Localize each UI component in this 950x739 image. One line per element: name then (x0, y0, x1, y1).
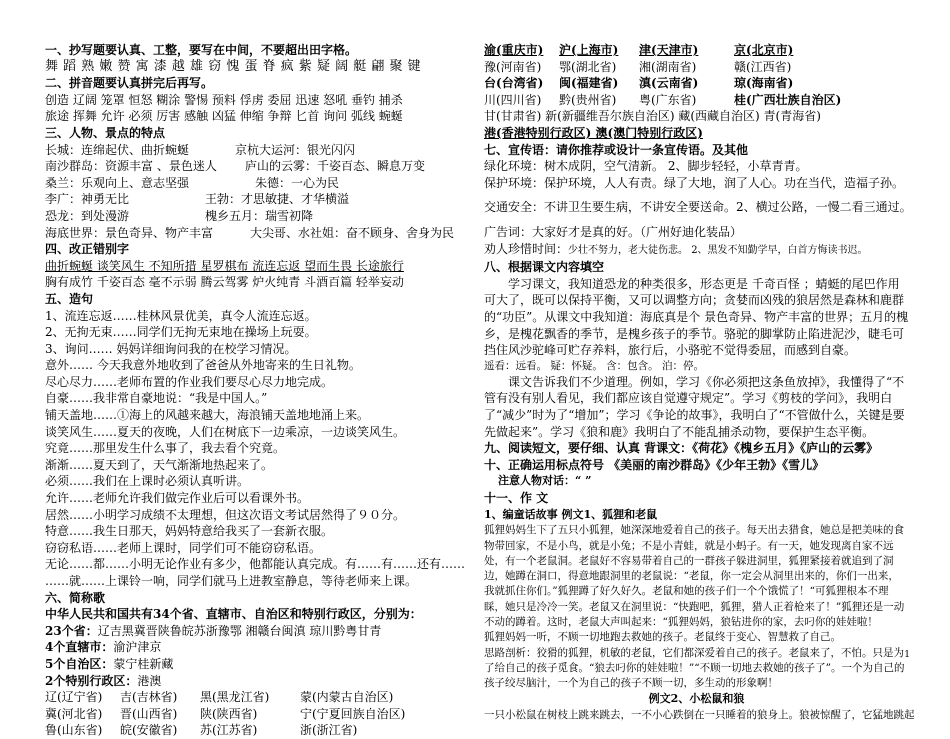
right-column (484, 42, 915, 723)
abbr-cell: 粤(广东省) (639, 92, 697, 107)
abbr-row (484, 42, 909, 59)
abbr-cell: 辽(辽宁省) (45, 690, 103, 705)
feature-row (45, 142, 465, 159)
sentence-item: 谈笑风生……夏天的夜晚，人们在树底下一边乘凉，一边谈笑风生。 (45, 424, 406, 439)
abbr-table-left (45, 689, 465, 739)
sar-line (45, 673, 465, 690)
section-8-paragraph-1: 学习课文，我知道恐龙的种类很多，形态更是 千奇百怪 ；蜻蜓的尾巴作用可大了，既可以保持平衡，又可以调整方向；贪婪而凶残的狼居然是森林和鹿群的“功臣”。从课文中我知道：海底真是个 景色奇异、物产丰富的世界；五月的槐乡，是槐花飘香的季节，是槐乡孩子的季节。骆驼的脚掌防止陷进泥沙，睫毛可挡住风沙驼峰可贮存养料，旅行后，小骆驼不觉得委屈，而感到自豪。 (484, 276, 909, 358)
section-8-paragraph-2: 课文告诉我们不少道理。例如，学习《你必须把这条鱼放掉》，我懂得了“不管有没有别人看见，我们都应该自觉遵守规定”。学习《剪枝的学问》，我明白了“减少”时为了“增加”；学习《争论的故事》，我明白了“不管做什么，关键是要先做起来”。学习《狼和鹿》我明白了不能乱捕杀动物，要保护生态平衡。 (484, 374, 905, 439)
abbr-cell: 皖(安徽省) (120, 723, 178, 738)
provinces-list: 辽吉黑冀晋陕鲁皖苏浙豫鄂 湘赣台闽滇 琼川黔粤甘青 (97, 623, 382, 638)
abbr-cell: 台(台湾省) (484, 76, 544, 91)
abbr-cell: 鲁(山东省) (45, 723, 103, 738)
sentence-item: 特意……我生日那天，妈妈特意给我买了一套新衣服。 (45, 524, 334, 539)
section-10-heading: 十、正确运用标点符号 《美丽的南沙群岛》《少年王勃》《雪儿》 (484, 457, 825, 472)
left-column (45, 42, 465, 739)
section-4-heading: 四、改正错别字 (45, 242, 130, 257)
feature-row (45, 158, 465, 175)
sentence-item: 铺天盖地……①海上的风越来越大，海浪铺天盖地地涌上来。 (45, 408, 370, 423)
abbr-cell: 豫(河南省) (484, 59, 542, 74)
story-1-ending: 狐狸妈妈一听，不顾一切地跑去救她的孩子。老鼠终于变心、智慧救了自己。 (484, 631, 841, 644)
feature-right: 大尖哥、水社姐：奋不顾身、舍身为民 (250, 225, 455, 240)
municipalities-list: 渝沪津京 (113, 640, 162, 655)
section-4-line-2: 胸有成竹 千姿百态 毫不示弱 腾云驾雾 炉火纯青 斗酒百篇 轻举妄动 (45, 275, 404, 290)
page-number: 1 (904, 650, 910, 660)
autonomous-line (45, 656, 465, 673)
provinces-line (45, 623, 465, 640)
sentence-item: 渐渐……夏天到了，天气渐渐地热起来了。 (45, 457, 274, 472)
sar-abbr: 港(香港特别行政区) 澳(澳门特别行政区) (484, 125, 703, 140)
feature-right: 朱德：一心为民 (255, 175, 340, 190)
abbr-cell: 闽(福建省) (559, 76, 619, 91)
section-3-heading: 三、人物、景点的特点 (45, 125, 166, 140)
feature-right: 庐山的云雾：千姿百态、瞬息万变 (245, 159, 426, 174)
feature-left: 长城：连绵起伏、曲折蜿蜒 (45, 142, 190, 157)
corrected-words: 曲折蜿蜒 谈笑风生 不知所措 星罗棋布 流连忘返 望而生畏 长途旅行 (45, 258, 404, 273)
sentence-list (45, 308, 465, 590)
feature-right: 王勃：才思敏捷、才华横溢 (205, 192, 350, 207)
sentence-item: 尽心尽力……老师布置的作业我们要尽心尽力地完成。 (45, 374, 334, 389)
section-5-heading: 五、造句 (45, 291, 94, 306)
abbr-row (45, 689, 465, 706)
slogan-time (484, 241, 909, 260)
sentence-item: 自豪……我非常自豪地说：“我是中国人。” (45, 391, 268, 406)
section-2-line-2: 旅途 挥舞 允许 必须 厉害 感触 凶猛 伸缩 争辩 匕首 询问 弧线 蜿蜒 (45, 109, 403, 124)
sentence-item: 意外…… 今天我意外地收到了爸爸从外地寄来的生日礼物。 (45, 358, 361, 373)
abbr-row (484, 92, 909, 109)
abbr-cell: 吉(吉林省) (120, 690, 178, 705)
sentence-item: 居然……小明学习成绩不太理想，但这次语文考试居然得了９０分。 (45, 507, 406, 522)
section-7-heading: 七、宣传语：请你推荐或设计一条宣传语。及其他 (484, 142, 749, 157)
abbr-cell: 桂(广西壮族自治区) (734, 92, 842, 107)
abbr-cell: 黔(贵州省) (559, 92, 617, 107)
feature-left: 恐龙：到处漫游 (45, 208, 130, 223)
provinces-label: 23个省： (45, 623, 98, 638)
abbr-cell: 蒙(内蒙古自治区) (300, 690, 394, 705)
abbr-line-6 (484, 125, 909, 142)
example-2-title: 例文2、小松鼠和狼 (648, 692, 745, 706)
abbr-cell: 渝(重庆市) (484, 43, 544, 57)
sentence-item: 3、询问…… 妈妈详细询问我的在校学习情况。 (45, 341, 297, 356)
sar-label: 2个特别行政区： (45, 673, 138, 688)
abbr-table-right (484, 42, 909, 108)
section-6-intro: 中华人民共和国共有34个省、直辖市、自治区和特别行政区，分别为： (45, 607, 422, 622)
section-2-line-1: 创造 辽阔 笼罩 恒怒 糊涂 警惕 预料 俘虏 委屈 迅速 怒吼 垂钓 捕杀 (45, 92, 403, 107)
abbr-cell: 鄂(湖北省) (559, 59, 617, 74)
abbr-cell: 冀(河北省) (45, 706, 103, 721)
feature-right: 京杭大运河：银光闪闪 (235, 142, 356, 157)
abbr-cell: 滇(云南省) (639, 76, 699, 91)
section-9-heading: 九、阅读短文，要仔细、认真 背课文：《荷花》《槐乡五月》《庐山的云雾》 (484, 441, 879, 456)
section-4-line-1 (45, 258, 465, 275)
sentence-item: 无论……都……小明无论作业有多少，他都能认真完成。有……有……还有…… (45, 557, 466, 572)
sentence-item: 2、无拘无束……同学们无拘无束地在操场上玩耍。 (45, 325, 317, 340)
abbr-cell: 晋(山西省) (120, 706, 178, 721)
abbr-cell: 陕(陕西省) (200, 706, 258, 721)
abbr-cell: 浙(浙江省) (300, 723, 358, 738)
abbr-cell: 琼(海南省) (734, 76, 794, 91)
sentence-item: 1、流连忘返……桂林风景优美，真令人流连忘返。 (45, 308, 317, 323)
sentence-item: ……就……上课铃一响，同学们就马上进教室静息，等待老师来上课。 (45, 574, 418, 588)
section-1-heading: 一、抄写题要认真、工整，要写在中间，不要超出田字格。 (45, 43, 358, 57)
abbr-row (45, 722, 465, 739)
story-2: 一只小松鼠在树枝上跳来跳去，一不小心跌倒在一只睡着的狼身上。狼被惊醒了，它猛地跳起 (484, 709, 915, 721)
feature-left: 李广：神勇无比 (45, 192, 130, 207)
poem-notes: 遥看：远看。 疑：怀疑。 含：包含。 泊：停。 (484, 359, 705, 372)
feature-row (45, 175, 465, 192)
sentence-item: 究竟……那里发生什么事了，我去看个究竟。 (45, 441, 286, 456)
autonomous-label: 5个自治区： (45, 656, 114, 671)
slogan-environment: 保护环境：保护环境，人人有责。绿了大地，润了人心。功在当代，造福子孙。 (484, 175, 905, 190)
slogan-time-label: 劝人珍惜时间： (484, 241, 569, 256)
abbr-row (484, 59, 909, 76)
section-6-heading: 六、简称歌 (45, 590, 106, 605)
abbr-cell: 沪(上海市) (559, 43, 619, 57)
municipalities-label: 4个直辖市： (45, 640, 114, 655)
section-11-heading: 十一、作 文 (484, 491, 549, 506)
abbr-cell: 津(天津市) (639, 43, 699, 57)
abbr-cell: 湘(湖南省) (639, 59, 697, 74)
abbr-row (45, 706, 465, 723)
feature-row (45, 191, 465, 208)
section-3-rows (45, 142, 465, 242)
abbr-cell: 京(北京市) (734, 43, 794, 57)
section-1-words: 舞 蹈 熟 嫩 赞 寓 漆 越 雄 窃 愧 蛋 脊 疯 紫 疑 阔 艇 翩 聚 键 (45, 58, 422, 74)
story-1-analysis: 思路剖析：狡猾的狐狸，机敏的老鼠，它们都深爱着自己的孩子。老鼠来了，不怕。只是为了给自己的孩子觅食。“狼去叼你的娃娃啦！”“不顾一切地去救她的孩子了”。一个为自己的孩子绞尽脑汁，一个为自己的孩子不顾一切，多生动的形象啊！ (484, 646, 905, 690)
section-2-heading: 二、拼音题要认真拼完后再写。 (45, 76, 214, 91)
abbr-cell: 黑(黑龙江省) (200, 690, 270, 705)
abbr-line-5: 甘(甘肃省) 新(新疆维吾尔族自治区) 藏(西藏自治区) 青(青海省) (484, 109, 821, 124)
feature-left: 海底世界：景色奇异、物产丰富 (45, 225, 214, 240)
slogan-time-text: 少壮不努力，老大徒伤悲。 2、黑发不知勤学早，白首方悔读书迟。 (568, 244, 868, 256)
abbr-cell: 川(四川省) (484, 92, 542, 107)
abbr-row (484, 75, 909, 92)
slogan-traffic: 交通安全：不讲卫生要生病，不讲安全要送命。2、横过公路，一慢二看三通过。 (484, 200, 912, 215)
municipalities-line (45, 639, 465, 656)
section-8-heading: 八、根据课文内容填空 (484, 260, 605, 275)
dialogue-note: 注意人物对话：“ ” (498, 474, 592, 488)
feature-left: 南沙群岛：资源丰富 、景色迷人 (45, 159, 217, 174)
abbr-cell: 赣(江西省) (734, 59, 792, 74)
sentence-item: 必须……我们在上课时必须认真听讲。 (45, 474, 250, 489)
sentence-item: 窃窃私语……老师上课时，同学们可不能窃窃私语。 (45, 540, 322, 555)
abbr-cell: 宁(宁夏回族自治区) (300, 706, 406, 721)
feature-right: 槐乡五月：瑞雪初降 (205, 208, 314, 223)
autonomous-list: 蒙宁桂新藏 (113, 656, 174, 671)
slogan-greening: 绿化环境：树木成阴，空气清新。 2、脚步轻轻，小草青青。 (484, 159, 808, 174)
story-1: 狐狸妈妈生下了五只小狐狸，她深深地爱着自己的孩子。每天出去猎食，她总是把美味的食物带回家，不是小鸟，就是小兔；不是小青蛙，就是小蚂子。有一天，她发现离自家不远处，有一个老鼠洞。老鼠好不容易带着自己的一群孩子躲进洞里，狐狸紧接着就追到了洞边，她蹲在洞口，得意地跟洞里的老鼠说：“老鼠，你一定会从洞里出来的，你们一出来，我就抓住你们。”狐狸蹲了好久好久。老鼠和她的孩子们一个个饿慌了！“可狐狸根本不理睬，她只是冷冷一笑。老鼠又在洞里说：“快跑吧，狐狸，猎人正着枪来了！”狐狸还是一动不动的蹲着。这时，老鼠大声叫起来：“狐狸妈妈，狼钻进你的家，去叼你的娃娃啦！ (484, 524, 905, 629)
slogan-ad: 广告词：大家好才是真的好。（广州好迪化装品） (484, 224, 743, 239)
abbr-cell: 苏(江苏省) (200, 723, 258, 738)
sentence-item: 允许……老师允许我们做完作业后可以看课外书。 (45, 491, 310, 506)
feature-row (45, 208, 465, 225)
sar-list: 港澳 (137, 673, 162, 688)
feature-left: 桑兰：乐观向上、意志坚强 (45, 175, 190, 190)
feature-row (45, 225, 465, 242)
example-1-title: 1、编童话故事 例文1、狐狸和老鼠 (484, 507, 658, 521)
